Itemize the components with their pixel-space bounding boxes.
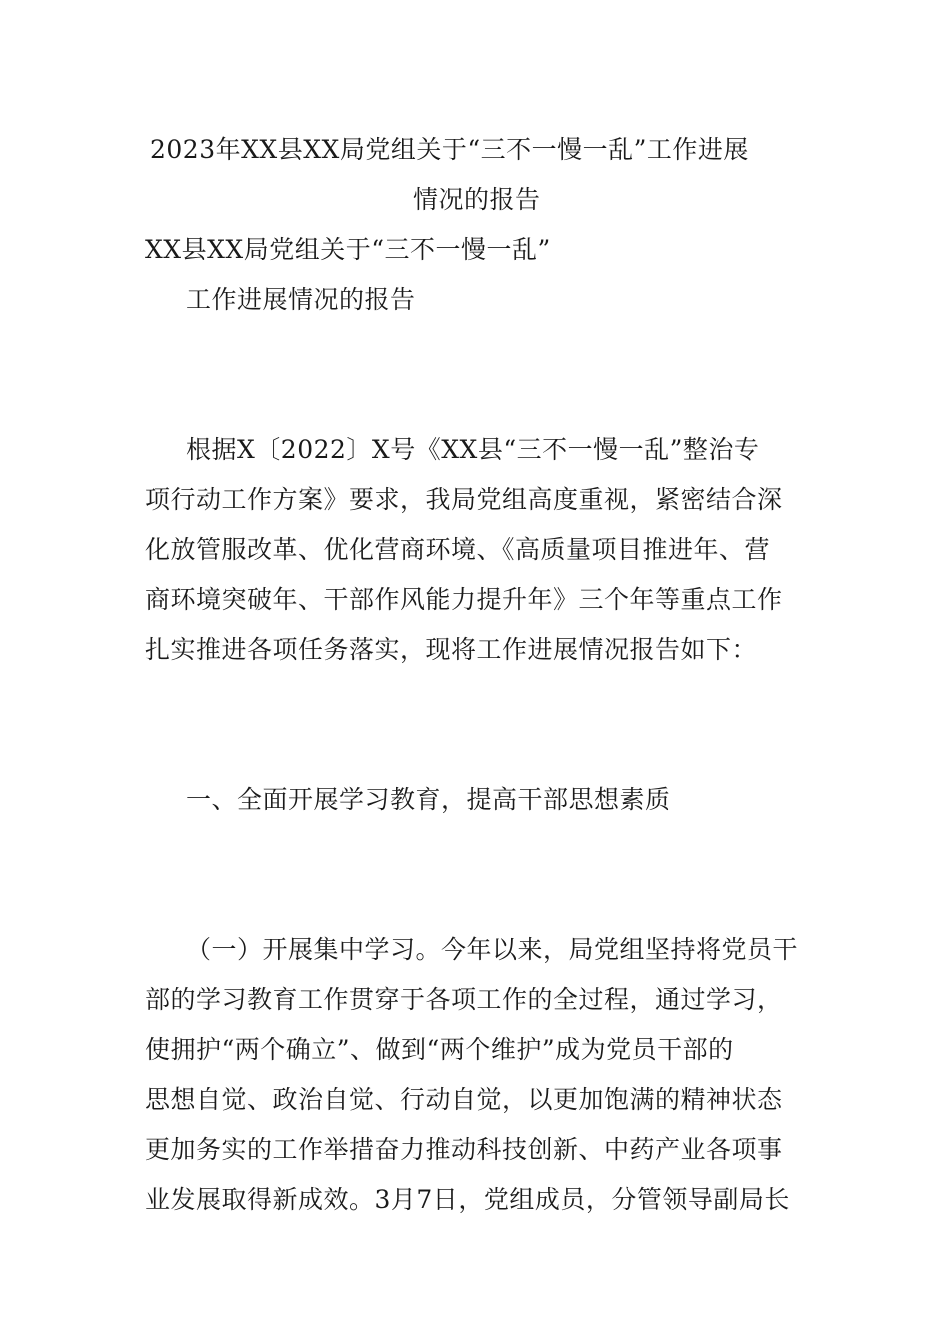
section-paragraph-line: 更加务实的工作举措奋力推动科技创新、中药产业各项事 <box>145 1135 783 1164</box>
intro-paragraph-line: 根据X〔2022〕X号《XX县“三不一慢一乱”整治专 <box>186 435 760 464</box>
section-paragraph-line: 使拥护“两个确立”、做到“两个维护”成为党员干部的 <box>145 1035 734 1064</box>
intro-paragraph-line: 商环境突破年、干部作风能力提升年》三个年等重点工作 <box>145 585 783 614</box>
section-paragraph-line: 业发展取得新成效。3月7日，党组成员，分管领导副局长 <box>145 1185 790 1214</box>
document-title-line-1: 2023年XX县XX局党组关于“三不一慢一乱”工作进展 <box>150 135 749 164</box>
section-paragraph-line: 部的学习教育工作贯穿于各项工作的全过程，通过学习， <box>145 985 783 1014</box>
document-subtitle-line-1: XX县XX局党组关于“三不一慢一乱” <box>145 235 551 264</box>
intro-paragraph-line: 项行动工作方案》要求，我局党组高度重视，紧密结合深 <box>145 485 783 514</box>
document-subtitle-line-2: 工作进展情况的报告 <box>186 285 416 314</box>
intro-paragraph-line: 扎实推进各项任务落实，现将工作进展情况报告如下： <box>145 635 758 664</box>
section-paragraph-line: （一）开展集中学习。今年以来，局党组坚持将党员干 <box>186 935 799 964</box>
section-paragraph-line: 思想自觉、政治自觉、行动自觉，以更加饱满的精神状态 <box>145 1085 783 1114</box>
intro-paragraph-line: 化放管服改革、优化营商环境、《高质量项目推进年、营 <box>145 535 771 564</box>
document-title-line-2: 情况的报告 <box>413 185 541 214</box>
section-heading: 一、全面开展学习教育，提高干部思想素质 <box>186 785 671 814</box>
